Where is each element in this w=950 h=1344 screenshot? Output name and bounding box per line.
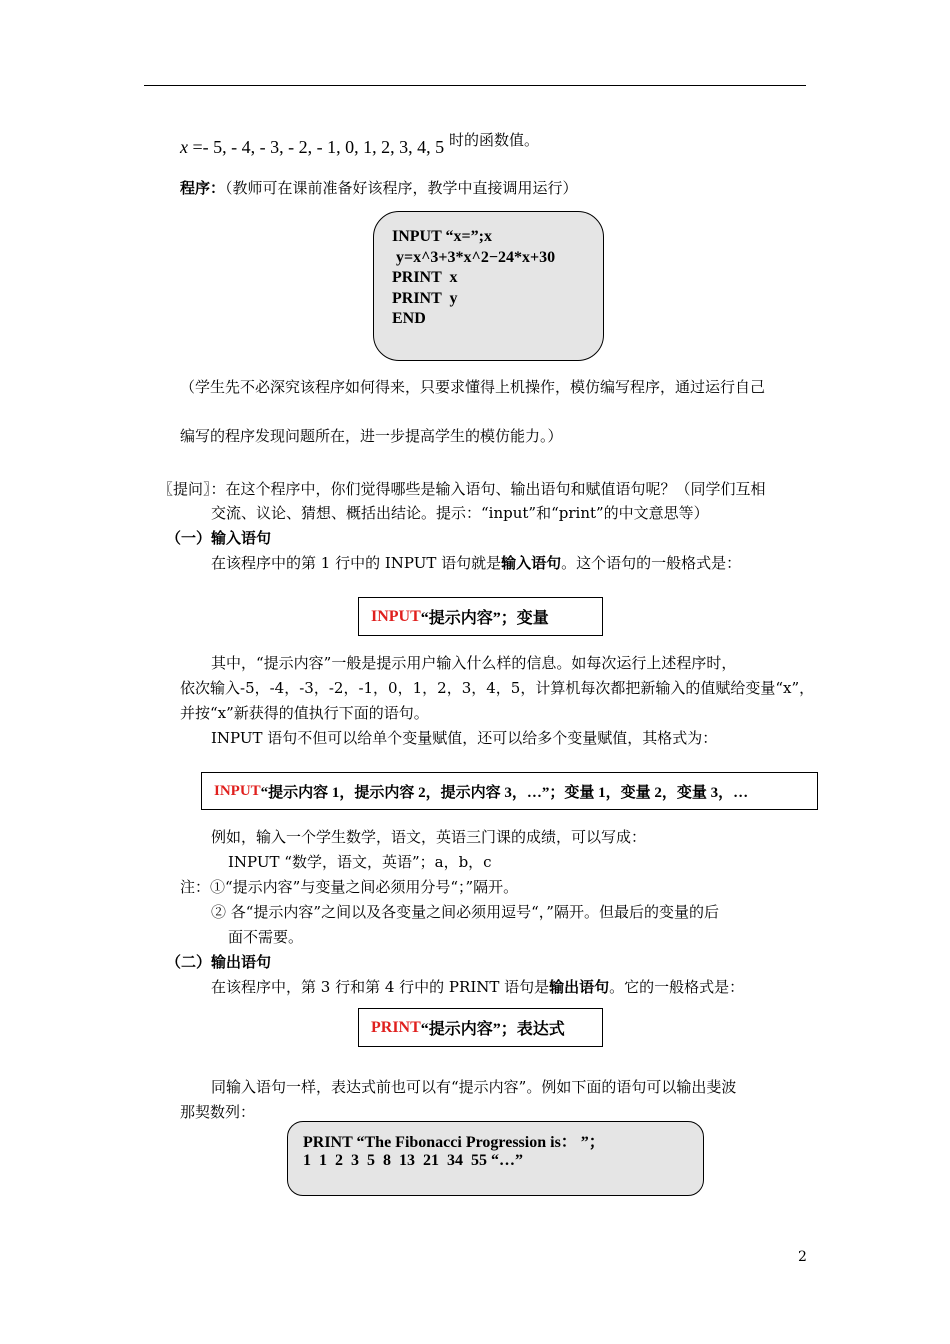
input-format-box (358, 597, 603, 636)
section1-note2-line2: 面不需要。 (228, 928, 304, 946)
section2-intro-pre: 在该程序中，第 3 行和第 4 行中的 PRINT 语句是 (211, 978, 550, 996)
multi-input-rest: “提示内容 1，提示内容 2，提示内容 3，…”；变量 1，变量 2，变量 3，… (260, 784, 749, 801)
section1-example: 例如，输入一个学生数学，语文，英语三门课的成绩，可以写成： (211, 828, 647, 846)
section1-example-code: INPUT “数学，语文，英语”；a，b，c (228, 853, 492, 871)
math-variable: x (180, 137, 188, 157)
math-suffix: 时的函数值。 (449, 131, 540, 149)
program-code: INPUT “x=”;x y=x^3+3*x^2−24*x+30 PRINT x PRINT y END (392, 228, 556, 327)
fibonacci-code: PRINT “The Fibonacci Progression is： ”； 1 1 2 3 5 8 13 21 34 55 “…” (303, 1134, 605, 1169)
section1-intro-pre: 在该程序中的第 1 行中的 INPUT 语句就是 (211, 554, 502, 572)
page-number: 2 (798, 1249, 807, 1265)
student-note-line2: 编写的程序发现问题所在，进一步提高学生的模仿能力。） (180, 427, 563, 445)
input-format-rest: “提示内容”；变量 (420, 610, 549, 627)
section1-intro (211, 552, 741, 573)
section2-intro-post: 。它的一般格式是： (609, 978, 745, 996)
fibonacci-code-box (287, 1121, 704, 1196)
program-note: （教师可在课前准备好该程序，教学中直接调用运行） (225, 179, 578, 197)
section2-intro (211, 976, 744, 997)
program-label: 程序： (180, 179, 226, 197)
header-rule (144, 85, 806, 86)
program-label-line (180, 177, 578, 198)
multi-input-keyword: INPUT (214, 782, 261, 799)
print-format-box (358, 1008, 603, 1047)
section2-intro-bold: 输出语句 (549, 978, 610, 996)
section1-intro-post: 。这个语句的一般格式是： (561, 554, 742, 572)
section1-intro-bold: 输入语句 (501, 554, 562, 572)
multi-input-format-box (201, 772, 818, 810)
section1-note2-line1: ② 各“提示内容”之间以及各变量之间必须用逗号“，”隔开。但最后的变量的后 (211, 903, 719, 921)
student-note-line1: （学生先不必深究该程序如何得来，只要求懂得上机操作，模仿编写程序，通过运行自己 (180, 378, 766, 396)
program-code-box (373, 211, 604, 361)
section1-para1-line1: 其中，“提示内容”一般是提示用户输入什么样的信息。如每次运行上述程序时， (211, 654, 737, 672)
function-values-line (180, 137, 444, 158)
section1-heading: （一）输入语句 (166, 529, 272, 547)
section1-note1: 注：①“提示内容”与变量之间必须用分号“；”隔开。 (180, 878, 519, 896)
section1-para1-line3: 并按“x”新获得的值执行下面的语句。 (180, 704, 429, 722)
section2-para-line1: 同输入语句一样，表达式前也可以有“提示内容”。例如下面的语句可以输出斐波 (211, 1078, 737, 1096)
print-format-rest: “提示内容”；表达式 (420, 1021, 565, 1038)
section1-para1-line2: 依次输入-5，-4，-3，-2，-1，0，1，2，3，4，5，计算机每次都把新输入的值赋给变量“x”， (180, 679, 815, 697)
question-line2: 交流、议论、猜想、概括出结论。提示：“input”和“print”的中文意思等） (211, 504, 709, 522)
input-format-keyword: INPUT (371, 607, 421, 625)
section2-para-line2: 那契数列： (180, 1103, 256, 1121)
section2-heading: （二）输出语句 (166, 953, 272, 971)
section1-para2: INPUT 语句不但可以给单个变量赋值，还可以给多个变量赋值，其格式为： (211, 729, 718, 747)
math-values: =- 5, - 4, - 3, - 2, - 1, 0, 1, 2, 3, 4, 5 (188, 137, 445, 157)
question-line1: 〖提问〗：在这个程序中，你们觉得哪些是输入语句、输出语句和赋值语句呢？（同学们互相 (158, 480, 766, 498)
print-format-keyword: PRINT (371, 1018, 421, 1036)
